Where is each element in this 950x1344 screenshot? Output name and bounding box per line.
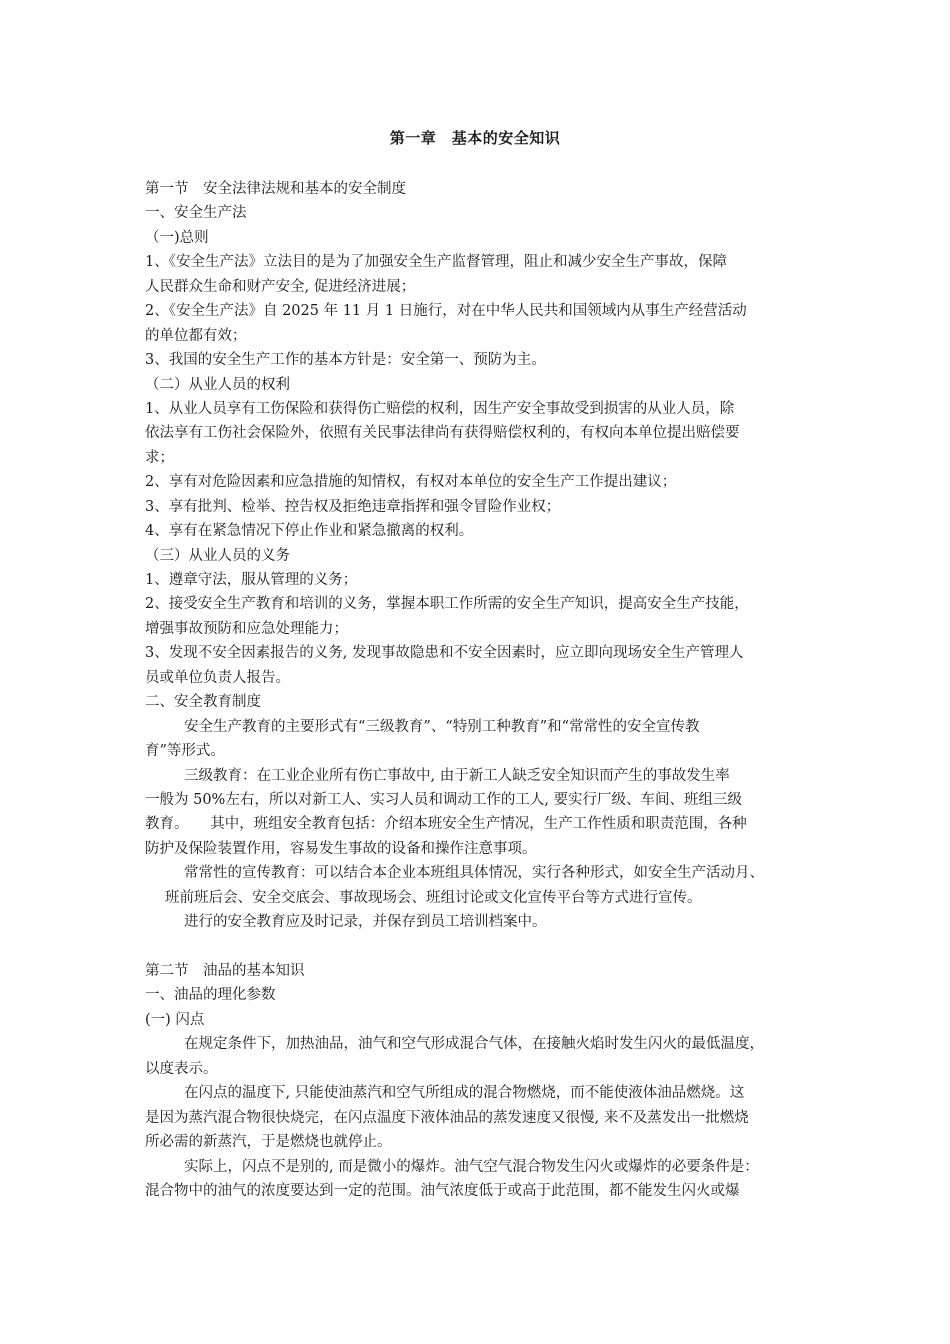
- blank-line: [145, 935, 815, 959]
- text-line: 1、从业人员享有工伤保险和获得伤亡赔偿的权利，因生产安全事故受到损害的从业人员，除: [145, 400, 735, 417]
- text-line: 求；: [145, 449, 174, 466]
- text-line: 是因为蒸汽混合物很快烧完，在闪点温度下液体油品的蒸发速度又很慢, 来不及蒸发出一批燃烧: [145, 1109, 749, 1126]
- text-line: 育”等形式。: [145, 743, 225, 760]
- text-line: 在闪点的温度下, 只能使油蒸汽和空气所组成的混合物燃烧，而不能使液体油品燃烧。这: [184, 1085, 745, 1102]
- text-line: 一般为 50%左右，所以对新工人、实习人员和调动工作的工人, 要实行厂级、车间、班组三级: [145, 791, 743, 808]
- text-line: 2、《安全生产法》自 2025 年 11 月 1 日施行，对在中华人民共和国领域内从事生产经营活动: [145, 303, 747, 320]
- text-line: 三级教育：在工业企业所有伤亡事故中, 由于新工人缺乏安全知识而产生的事故发生率: [184, 767, 730, 784]
- subsubsection-heading: （一)总则: [145, 229, 209, 246]
- text-line: 4、享有在紧急情况下停止作业和紧急撤离的权利。: [145, 523, 474, 540]
- text-line: 进行的安全教育应及时记录，并保存到员工培训档案中。: [184, 914, 547, 931]
- text-line: 混合物中的油气的浓度要达到一定的范围。油气浓度低于或高于此范围，都不能发生闪火或爆: [145, 1182, 740, 1199]
- subsubsection-heading: （二）从业人员的权利: [145, 376, 290, 393]
- text-line: 所必需的新蒸汽，于是燃烧也就停止。: [145, 1134, 392, 1151]
- text-line: 3、享有批判、检举、控告权及拒绝违章指挥和强令冒险作业权；: [145, 498, 561, 515]
- text-line: 2、接受安全生产教育和培训的义务，掌握本职工作所需的安全生产知识，提高安全生产技能，: [145, 596, 749, 613]
- text-line: 增强事故预防和应急处理能力；: [145, 620, 348, 637]
- text-line: 在规定条件下，加热油品，油气和空气形成混合气体，在接触火焰时发生闪火的最低温度，: [184, 1036, 764, 1053]
- text-line: 3、我国的安全生产工作的基本方针是：安全第一、预防为主。: [145, 352, 546, 369]
- text-line: 人民群众生命和财产安全, 促进经济进展；: [145, 278, 416, 295]
- text-line: 以度表示。: [145, 1060, 218, 1077]
- text-line: 2、享有对危险因素和应急措施的知情权，有权对本单位的安全生产工作提出建议；: [145, 474, 677, 491]
- text-line: 1、遵章守法，服从管理的义务；: [145, 572, 358, 588]
- subsection-heading: 二、安全教育制度: [145, 694, 261, 711]
- text-line: 依法享有工伤社会保险外，依照有关民事法律尚有获得赔偿权利的，有权向本单位提出赔偿要: [145, 425, 740, 442]
- subsubsection-heading: （三）从业人员的义务: [145, 547, 290, 564]
- text-line: 防护及保险装置作用，容易发生事故的设备和操作注意事项。: [145, 840, 537, 857]
- text-line: 实际上，闪点不是别的, 而是微小的爆炸。油气空气混合物发生闪火或爆炸的必要条件是：: [184, 1158, 759, 1175]
- chapter-title: 第一章 基本的安全知识: [389, 129, 561, 147]
- document-body: [145, 177, 815, 1203]
- section-heading: 第一节 安全法律法规和基本的安全制度: [145, 181, 406, 197]
- text-line: 班前班后会、安全交底会、事故现场会、班组讨论或文化宣传平台等方式进行宣传。: [165, 889, 702, 906]
- text-line: 员或单位负责人报告。: [145, 669, 290, 686]
- subsection-heading: 一、油品的理化参数: [145, 987, 276, 1004]
- section-heading: 第二节 油品的基本知识: [145, 963, 305, 979]
- text-line: 3、发现不安全因素报告的义务, 发现事故隐患和不安全因素时，应立即向现场安全生产管理人: [145, 645, 744, 662]
- text-line: 1、《安全生产法》立法目的是为了加强安全生产监督管理，阻止和减少安全生产事故，保障: [145, 254, 727, 271]
- subsection-heading: 一、安全生产法: [145, 205, 247, 222]
- text-line: 教育。 其中，班组安全教育包括：介绍本班安全生产情况，生产工作性质和职责范围，各种: [145, 816, 747, 833]
- text-line: 安全生产教育的主要形式有“三级教育”、“特别工种教育”和“常常性的安全宣传教: [184, 718, 700, 735]
- text-line: 的单位都有效；: [145, 327, 247, 344]
- subsubsection-heading: (一) 闪点: [145, 1011, 205, 1028]
- text-line: 常常性的宣传教育：可以结合本企业本班组具体情况，实行各种形式，如安全生产活动月、: [184, 865, 764, 882]
